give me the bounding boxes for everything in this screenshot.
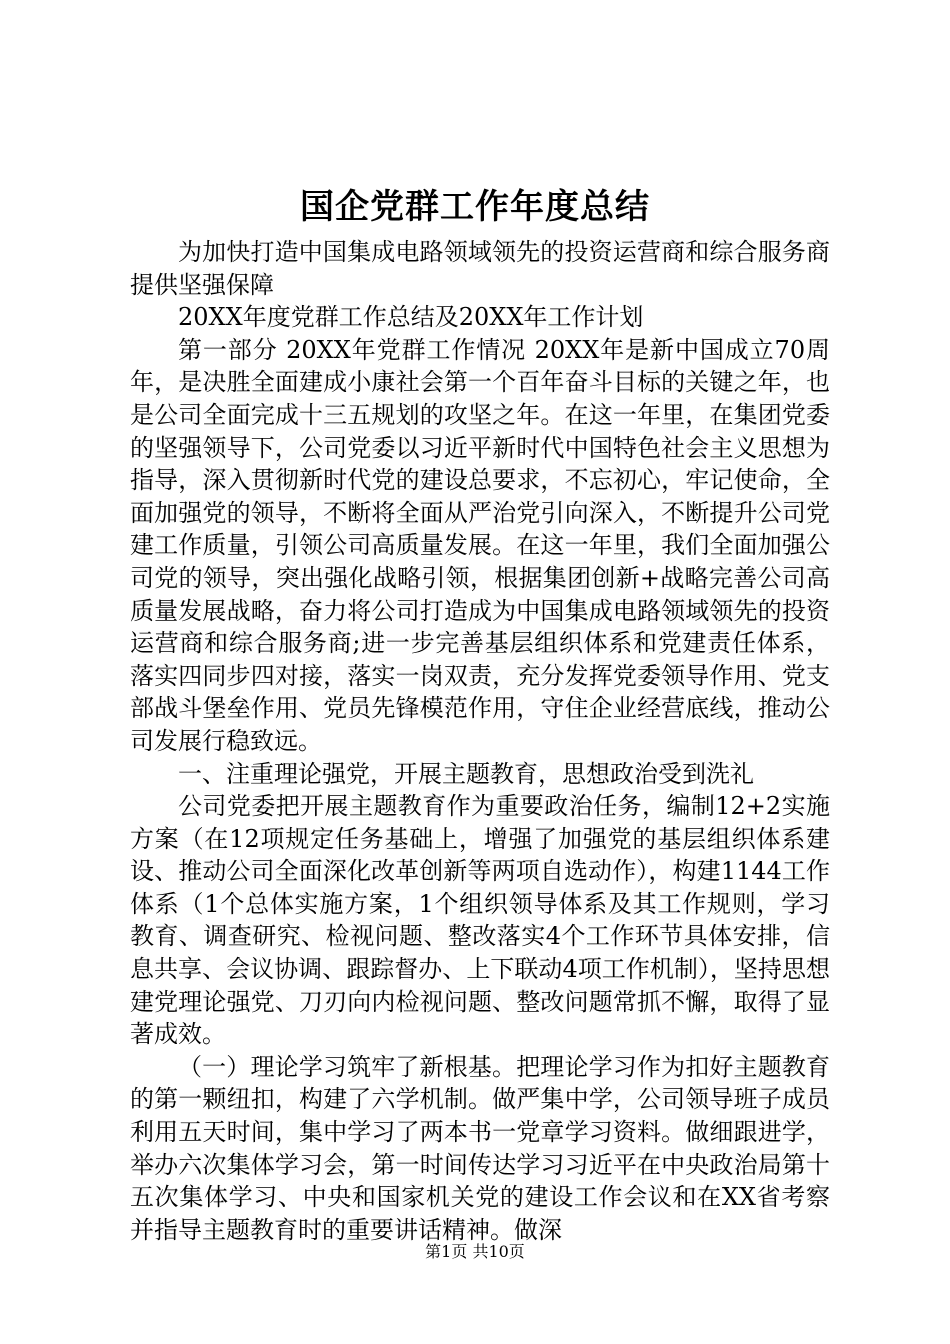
body-paragraph-part-one: 第一部分 20XX年党群工作情况 20XX年是新中国成立70周年，是决胜全面建成小康社会第一个百年奋斗目标的关键之年，也是公司全面完成十三五规划的攻坚之年。在这一年里，在集团党委的坚强领导下，公司党委以习近平新时代中国特色社会主义思想为指导，深入贯彻新时代党的建设总要求，不忘初心，牢记使命，全面加强党的领导，不断将全面从严治党引向深入，不断提升公司党建工作质量，引领公司高质量发展。在这一年里，我们全面加强公司党的领导，突出强化战略引领，根据集团创新+战略完善公司高质量发展战略，奋力将公司打造成为中国集成电路领域领先的投资运营商和综合服务商;进一步完善基层组织体系和党建责任体系，落实四同步四对接，落实一岗双责，充分发挥党委领导作用、党支部战斗堡垒作用、党员先锋模范作用，守住企业经营底线，推动公司发展行稳致远。 — [130, 335, 830, 755]
body-paragraph-section-one: 一、注重理论强党，开展主题教育，思想政治受到洗礼 — [178, 759, 754, 788]
body-paragraph-theme-education: 公司党委把开展主题教育作为重要政治任务，编制12+2实施方案（在12项规定任务基础上，增强了加强党的基层组织体系建设、推动公司全面深化改革创新等两项自选动作），构建1144工作体系（1个总体实施方案，1个组织领导体系及其工作规则，学习教育、调查研究、检视问题、整改落实4个工作环节具体安排，信息共享、会议协调、跟踪督办、上下联动4项工作机制），坚持思想建党理论强党、刀刃向内检视问题、整改问题常抓不懈，取得了显著成效。 — [130, 792, 830, 1049]
page-number-footer: 第1页 共10页 — [425, 1242, 525, 1261]
body-paragraph-theory-study: （一）理论学习筑牢了新根基。把理论学习作为扣好主题教育的第一颗纽扣，构建了六学机制。做严集中学，公司领导班子成员利用五天时间，集中学习了两本书一党章学习资料。做细跟进学，举办六次集体学习会，第一时间传达学习习近平在中央政治局第十五次集体学习、中央和国家机关党的建设工作会议和在XX省考察并指导主题教育时的重要讲话精神。做深 — [130, 1052, 830, 1244]
document-title: 国企党群工作年度总结 — [300, 187, 650, 227]
body-paragraph-heading: 20XX年度党群工作总结及20XX年工作计划 — [178, 303, 644, 332]
body-paragraph-subtitle: 为加快打造中国集成电路领域领先的投资运营商和综合服务商提供坚强保障 — [130, 238, 830, 299]
document-body — [130, 236, 830, 1246]
